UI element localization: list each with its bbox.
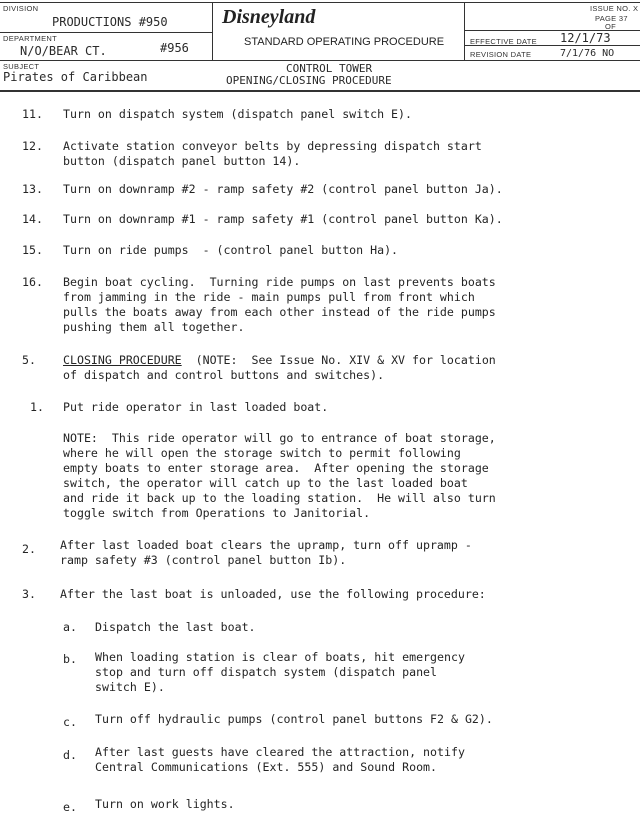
item-number: 16. — [22, 275, 43, 289]
item-number: 1. — [30, 400, 44, 414]
item-text: Turn on ride pumps - (control panel button Ha). — [63, 243, 399, 257]
item-text: Turn on dispatch system (dispatch panel switch E). — [63, 107, 413, 121]
subitem-letter: d. — [63, 748, 77, 762]
effective-value: 12/1/73 — [560, 31, 611, 45]
item-number: 3. — [22, 587, 36, 601]
doc-title-line1: CONTROL TOWER — [286, 62, 373, 75]
item-number: 15. — [22, 243, 43, 257]
item-number: 11. — [22, 107, 43, 121]
header-divider — [212, 2, 213, 60]
division-label: DIVISION — [3, 4, 39, 13]
item-text: Put ride operator in last loaded boat. — [63, 400, 329, 414]
item-text: Begin boat cycling. Turning ride pumps on last prevents boats from jamming in the ride - main pumps pull from front which pulls the boats away from each other instead of the ride pumps pushing them all together. — [63, 275, 496, 334]
department-label: DEPARTMENT — [3, 34, 57, 43]
section-number: 5. — [22, 353, 36, 367]
effective-label: EFFECTIVE DATE — [470, 37, 537, 46]
item-text: Turn on downramp #2 - ramp safety #2 (control panel button Ja). — [63, 182, 503, 196]
item-text: Activate station conveyor belts by depressing dispatch start button (dispatch panel button 14). — [63, 139, 482, 168]
subject-value: Pirates of Caribbean — [3, 70, 148, 84]
item-text: After last loaded boat clears the upramp, turn off upramp - ramp safety #3 (control panel button Ib). — [60, 538, 472, 567]
item-text: After the last boat is unloaded, use the following procedure: — [60, 587, 486, 601]
item-text: Turn on downramp #1 - ramp safety #1 (control panel button Ka). — [63, 212, 503, 226]
header-divider — [464, 2, 465, 60]
division-value: PRODUCTIONS #950 — [52, 15, 168, 29]
section-note: (NOTE: See Issue No. XIV & XV for location of dispatch and control buttons and switches). — [63, 353, 496, 382]
sop-title: STANDARD OPERATING PROCEDURE — [244, 36, 445, 48]
subitem-text: Turn off hydraulic pumps (control panel buttons F2 & G2). — [95, 712, 493, 726]
document-header — [0, 0, 640, 95]
item-number: 2. — [22, 542, 36, 556]
header-bottom-rule — [0, 90, 640, 92]
item-number: 13. — [22, 182, 43, 196]
issue-label: ISSUE NO. X — [590, 4, 639, 13]
subitem-text: Dispatch the last boat. — [95, 620, 256, 634]
subitem-letter: c. — [63, 715, 77, 729]
subitem-letter: b. — [63, 652, 77, 666]
subitem-letter: a. — [63, 620, 77, 634]
page-of: OF — [605, 22, 617, 31]
subitem-text: Turn on work lights. — [95, 797, 235, 811]
header-rule — [0, 60, 640, 61]
revision-label: REVISION DATE — [470, 50, 532, 59]
item-number: 14. — [22, 212, 43, 226]
section-heading: CLOSING PROCEDURE — [63, 353, 182, 367]
disneyland-logo: Disneyland — [222, 6, 316, 28]
subitem-letter: e. — [63, 800, 77, 814]
page-label: PAGE 37 — [595, 14, 628, 23]
note-text: NOTE: This ride operator will go to entrance of boat storage, where he will open the storage switch to permit following empty boats to enter storage area. After opening the storage switch, the operator will catch up to the last loaded boat and ride it back up to the loading station. He will also turn toggle switch from Operations to Janitorial. — [63, 431, 496, 520]
revision-value: 7/1/76 NO — [560, 48, 615, 59]
department-value: N/O/BEAR CT. — [20, 44, 107, 58]
department-code: #956 — [160, 41, 189, 55]
subitem-text: After last guests have cleared the attraction, notify Central Communications (Ext. 555) and Sound Room. — [95, 745, 465, 774]
closing-block — [63, 353, 496, 383]
item-number: 12. — [22, 139, 43, 153]
subitem-text: When loading station is clear of boats, hit emergency stop and turn off dispatch system (dispatch panel switch E). — [95, 650, 465, 694]
subject-label: SUBJECT — [3, 62, 40, 71]
header-top-rule — [0, 2, 640, 3]
header-rule — [0, 32, 212, 33]
doc-title-line2: OPENING/CLOSING PROCEDURE — [226, 74, 392, 87]
